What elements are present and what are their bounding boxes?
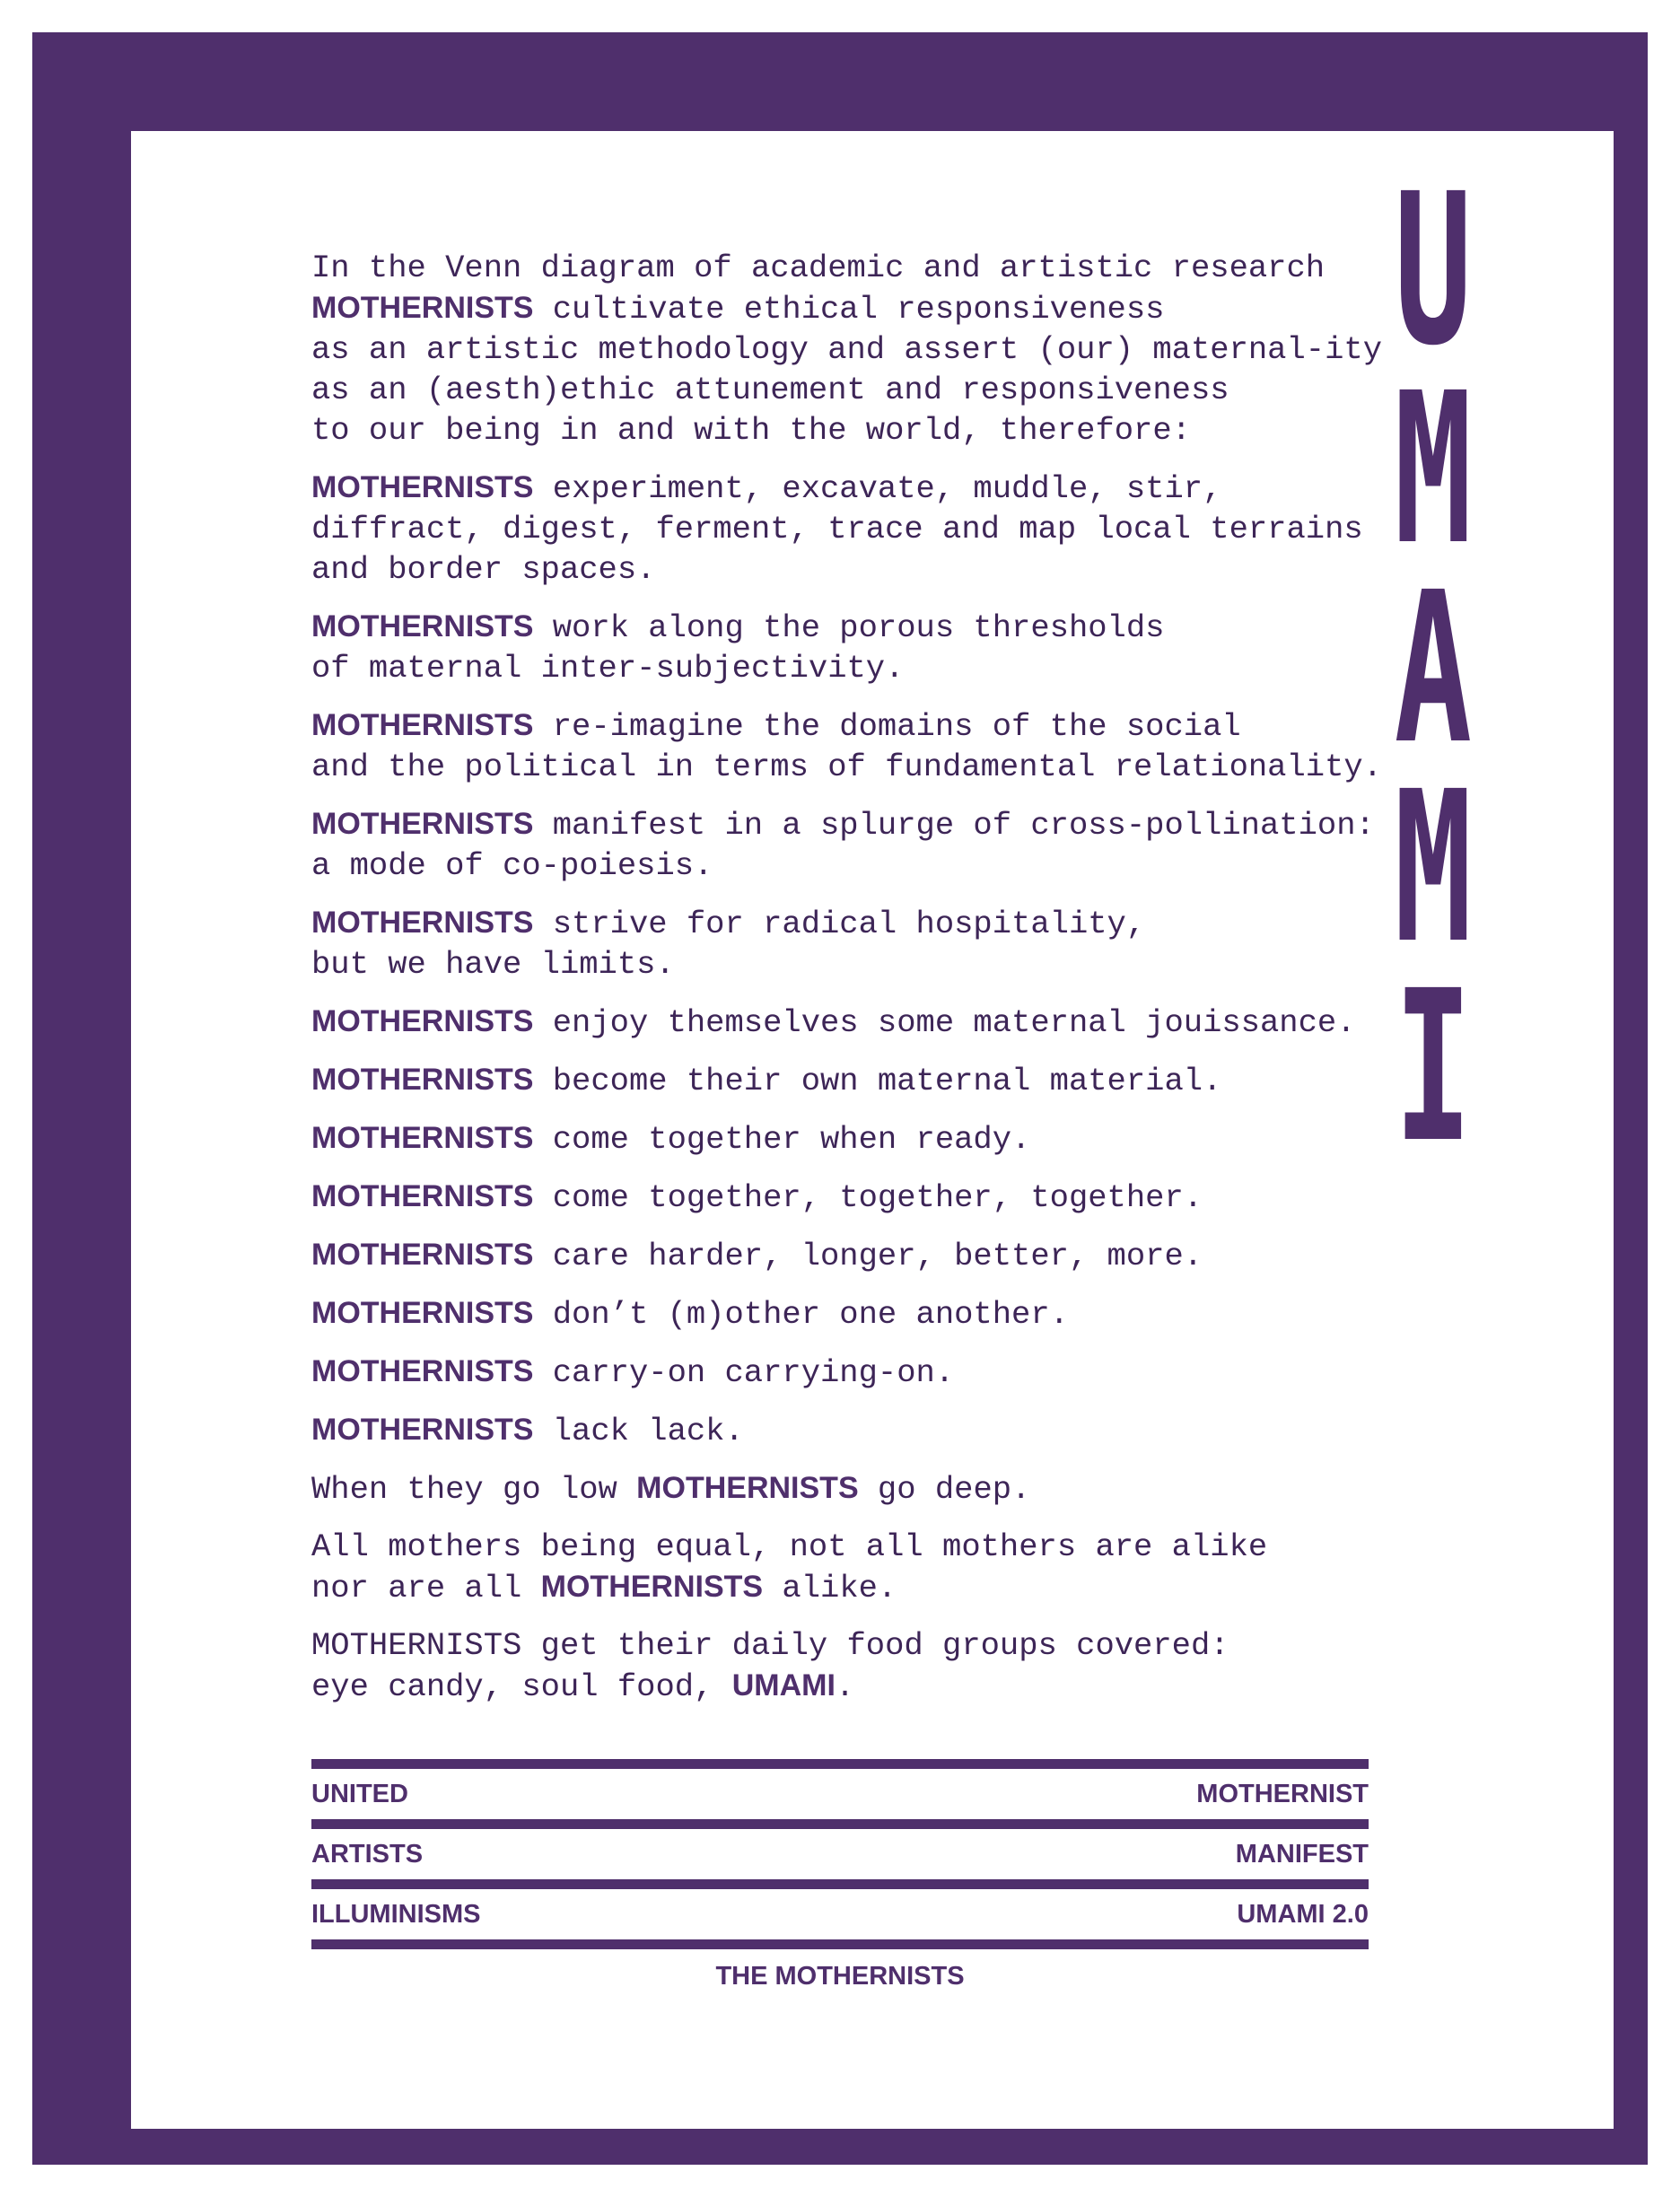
statement-text: strive for radical hospitality,	[533, 906, 1146, 942]
statement	[311, 804, 1388, 886]
statement	[311, 903, 1388, 985]
statement-text: carry-on carrying-on.	[533, 1354, 955, 1391]
keyword: MOTHERNISTS	[311, 609, 534, 643]
footer-row	[311, 1769, 1369, 1819]
footer-row	[311, 1829, 1369, 1879]
intro-line: to our being in and with the world, therefore:	[311, 412, 1191, 449]
footer-left-label: UNITED	[311, 1779, 408, 1808]
statement	[311, 1002, 1388, 1043]
intro-paragraph	[311, 248, 1388, 451]
statement-text: come together, together, together.	[533, 1179, 1203, 1216]
statement	[311, 1410, 1388, 1451]
title-letter-u: U	[1394, 149, 1473, 391]
keyword: MOTHERNISTS	[311, 291, 534, 325]
statement-text: re-imagine the domains of the social	[533, 708, 1241, 745]
go-deep-line	[311, 1468, 1388, 1510]
statement-text: and the political in terms of fundamental relationality.	[311, 748, 1382, 785]
statement-text: enjoy themselves some maternal jouissance.	[533, 1004, 1356, 1041]
footer-block	[311, 1759, 1369, 1991]
statement-text: nor are all	[311, 1570, 541, 1606]
statement-text: a mode of co-poiesis.	[311, 847, 713, 884]
equal-paragraph	[311, 1527, 1388, 1608]
statement	[311, 1293, 1388, 1335]
footer-rule	[311, 1879, 1369, 1889]
statement-text: work along the porous thresholds	[533, 609, 1165, 646]
keyword: MOTHERNISTS	[311, 1296, 534, 1330]
statement-text: All mothers being equal, not all mothers are alike	[311, 1528, 1268, 1565]
keyword: MOTHERNISTS	[636, 1471, 859, 1505]
footer-rule	[311, 1819, 1369, 1829]
keyword: MOTHERNISTS	[311, 708, 534, 742]
keyword: MOTHERNISTS	[311, 1063, 534, 1097]
title-letter-i: I	[1394, 946, 1473, 1188]
statement-text: care harder, longer, better, more.	[533, 1238, 1203, 1274]
title-letter-m-2: M	[1394, 747, 1473, 989]
statement	[311, 607, 1388, 688]
food-paragraph	[311, 1625, 1388, 1707]
keyword: MOTHERNISTS	[311, 1121, 534, 1155]
keyword: MOTHERNISTS	[311, 1004, 534, 1038]
footer-left-label: ARTISTS	[311, 1839, 424, 1869]
statement	[311, 1235, 1388, 1276]
keyword: MOTHERNISTS	[311, 1413, 534, 1447]
footer-rule	[311, 1939, 1369, 1949]
manifesto-text	[311, 248, 1388, 1724]
statement-text: but we have limits.	[311, 946, 675, 983]
title-letter-a: A	[1394, 547, 1473, 790]
statement-text: eye candy, soul food,	[311, 1668, 732, 1705]
keyword: MOTHERNISTS	[311, 1238, 534, 1272]
statement	[311, 1060, 1388, 1101]
umami-keyword: UMAMI	[731, 1668, 836, 1702]
umami-vertical-title	[1375, 149, 1492, 1188]
intro-line: as an artistic methodology and assert (our) maternal-ity	[311, 331, 1382, 368]
footer-right-label: UMAMI 2.0	[1237, 1899, 1369, 1929]
keyword: MOTHERNISTS	[311, 1354, 534, 1388]
statement-text: manifest in a splurge of cross-pollination:	[533, 807, 1375, 844]
statement	[311, 1177, 1388, 1218]
footer-credit: THE MOTHERNISTS	[715, 1962, 965, 1991]
footer-left-label: ILLUMINISMS	[311, 1899, 481, 1929]
statement-text: When they go low	[311, 1471, 637, 1508]
statement-text: MOTHERNISTS get their daily food groups covered:	[311, 1627, 1229, 1664]
statement-text: go deep.	[858, 1471, 1031, 1508]
statement-text: become their own maternal material.	[533, 1063, 1222, 1099]
intro-line: In the Venn diagram of academic and artistic research	[311, 249, 1326, 286]
statement	[311, 705, 1388, 787]
footer-right-label: MANIFEST	[1235, 1839, 1369, 1869]
statement	[311, 1352, 1388, 1393]
keyword: MOTHERNISTS	[311, 906, 534, 940]
statement	[311, 1118, 1388, 1160]
keyword: MOTHERNISTS	[311, 1179, 534, 1213]
intro-line: cultivate ethical responsiveness	[533, 291, 1165, 328]
statement-text: don’t (m)other one another.	[533, 1296, 1069, 1333]
statement-text: of maternal inter-subjectivity.	[311, 650, 905, 687]
keyword: MOTHERNISTS	[311, 470, 534, 504]
keyword: MOTHERNISTS	[311, 807, 534, 841]
statement-text: lack lack.	[533, 1413, 744, 1449]
statement-text: .	[835, 1668, 855, 1705]
statement-text: come together when ready.	[533, 1121, 1031, 1158]
footer-right-label: MOTHERNIST	[1196, 1779, 1369, 1808]
statement-text: alike.	[763, 1570, 897, 1606]
footer-row	[311, 1889, 1369, 1939]
statement-text: diffract, digest, ferment, trace and map local terrains	[311, 511, 1363, 547]
statement-text: experiment, excavate, muddle, stir,	[533, 470, 1222, 507]
footer-rule	[311, 1759, 1369, 1769]
statement	[311, 468, 1388, 590]
title-letter-m: M	[1394, 348, 1473, 591]
intro-line: as an (aesth)ethic attunement and responsiveness	[311, 372, 1229, 408]
keyword: MOTHERNISTS	[540, 1570, 764, 1604]
statement-text: and border spaces.	[311, 551, 656, 588]
